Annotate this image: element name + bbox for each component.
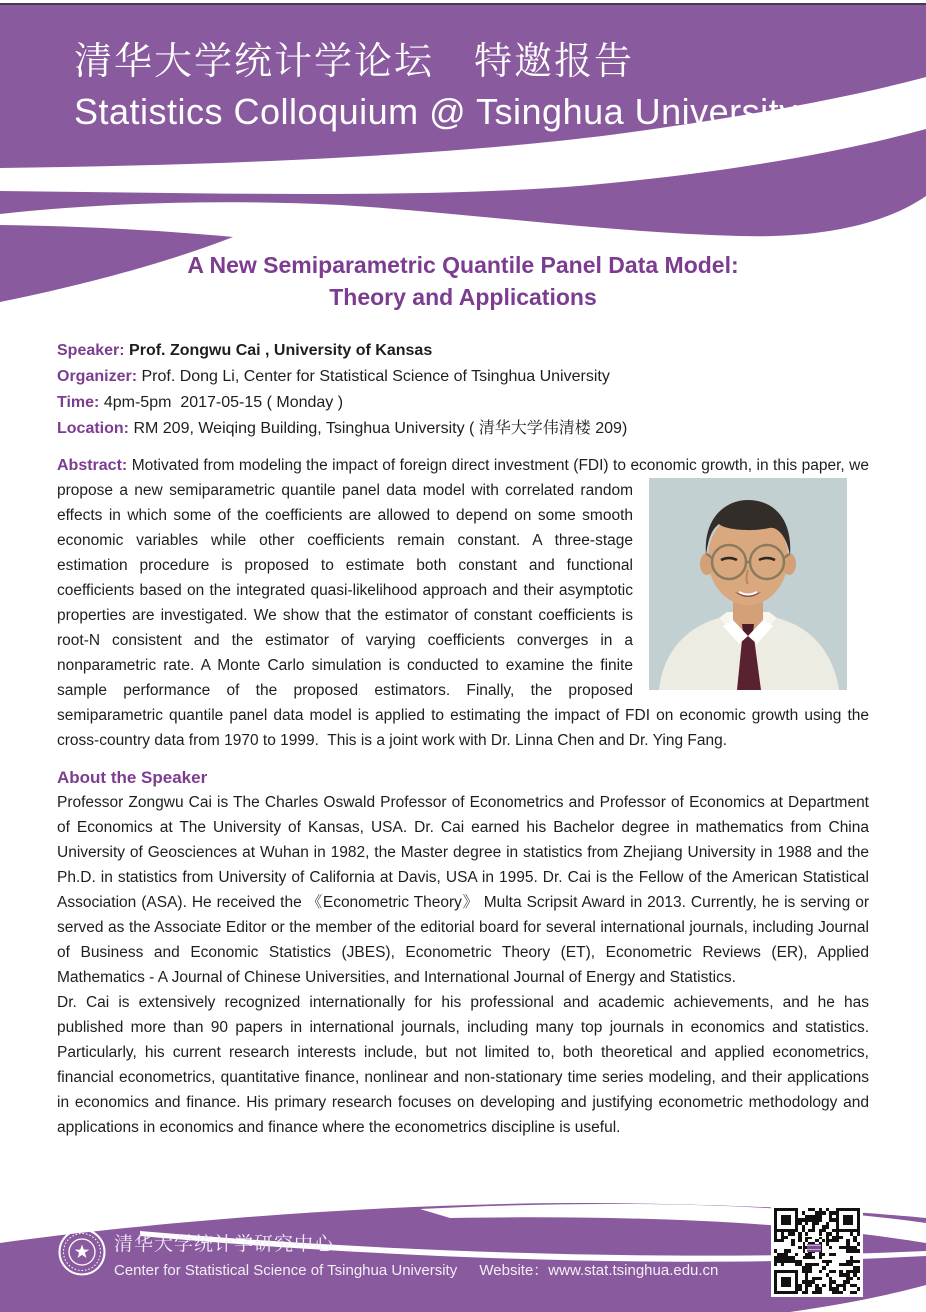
info-location [57, 416, 869, 442]
header-title-en: Statistics Colloquium @ Tsinghua University [74, 91, 798, 132]
location-value: RM 209, Weiqing Building, Tsinghua University ( 清华大学伟清楼 209) [133, 420, 628, 437]
header-title-zh: 清华大学统计学论坛 特邀报告 [74, 41, 635, 83]
talk-title-line1: A New Semiparametric Quantile Panel Data Model: [187, 252, 739, 278]
about-paragraph: Professor Zongwu Cai is The Charles Oswald Professor of Econometrics and Professor of Economics at Department of Economics at The University of Kansas, USA. Dr. Cai earned his Bachelor degree in mathematics from China University of Geosciences at Wuhan in 1982, the Master degree in statistics from Zhejiang University in 1988 and the Ph.D. in statistics from University of California at Davis, USA in 1995. Dr. Cai is the Fellow of the American Statistical Association (ASA). He received the 《Econometric Theory》 Multa Scripsit Award in 2013. Currently, he is serving or served as the Associate Editor or the member of the editorial board for several international journals, including Journal of Business and Economic Statistics (JBES), Econometric Theory (ET), Econometric Reviews (ER), Applied Mathematics - A Journal of Chinese Universities, and International Journal of Energy and Statistics. [57, 794, 874, 986]
qr-code [771, 1205, 863, 1297]
about-paragraph: Dr. Cai is extensively recognized internationally for his professional and academic achievements, and he has published more than 90 papers in international journals, including many top journals in economics and statistics. Particularly, his current research interests include, but not limited to, both theoretical and applied econometrics, financial econometrics, quantitative finance, nonlinear and non-stationary time series modeling, and their applications in economics and finance. His primary research focuses on developing and justifying econometric methodology and applications in economics and finance where the econometrics discipline is useful. [57, 994, 874, 1136]
header-banner [74, 36, 798, 136]
abstract-body: Motivated from modeling the impact of foreign direct investment (FDI) to economic growth, in this paper, we propose a new semiparametric quantile panel data model with correlated random effects in which some of the coefficients are allowed to depend on some smooth economic variables while other coefficients remain constant. A three-stage estimation procedure is proposed to estimate both constant and functional coefficients based on the integrated quasi-likelihood approach and their asymptotic properties are investigated. We show that the estimator of constant coefficients is root-N consistent and the estimator of varying coefficients converges in a nonparametric rate. A Monte Carlo simulation is conducted to examine the finite sample performance of the proposed estimators. Finally, the proposed semiparametric quantile panel data model is applied to estimating the impact of FDI on economic growth using the cross-country data from 1970 to 1999. This is a joint work with Dr. Linna Chen and Dr. Ying Fang. [57, 457, 874, 749]
location-label: Location: [57, 420, 129, 437]
footer-website: Website：www.stat.tsinghua.edu.cn [479, 1262, 719, 1279]
info-speaker [57, 338, 869, 364]
footer-center-name-en: Center for Statistical Science of Tsinghua University [114, 1262, 458, 1279]
speaker-label: Speaker: [57, 342, 125, 359]
footer-center-name-zh: 清华大学统计学研究中心 [114, 1234, 335, 1255]
speaker-value: Prof. Zongwu Cai , University of Kansas [129, 342, 433, 359]
abstract-section [57, 453, 874, 753]
time-label: Time: [57, 394, 100, 411]
qr-center-badge [802, 1236, 826, 1260]
top-border-line [0, 3, 926, 5]
footer-banner [114, 1232, 718, 1282]
about-heading: About the Speaker [57, 768, 208, 787]
footer-line-en [114, 1260, 718, 1282]
organizer-value: Prof. Dong Li, Center for Statistical Science of Tsinghua University [141, 368, 610, 385]
talk-title-line2: Theory and Applications [329, 284, 597, 310]
organizer-label: Organizer: [57, 368, 138, 385]
info-time [57, 390, 869, 416]
abstract-label: Abstract: [57, 457, 128, 474]
about-section [57, 790, 874, 1140]
tsinghua-seal-logo [58, 1228, 106, 1276]
speaker-photo [649, 478, 847, 690]
time-value: 4pm-5pm 2017-05-15 ( Monday ) [103, 394, 344, 411]
talk-title [0, 249, 926, 313]
poster-content [57, 338, 874, 1140]
info-organizer [57, 364, 869, 390]
